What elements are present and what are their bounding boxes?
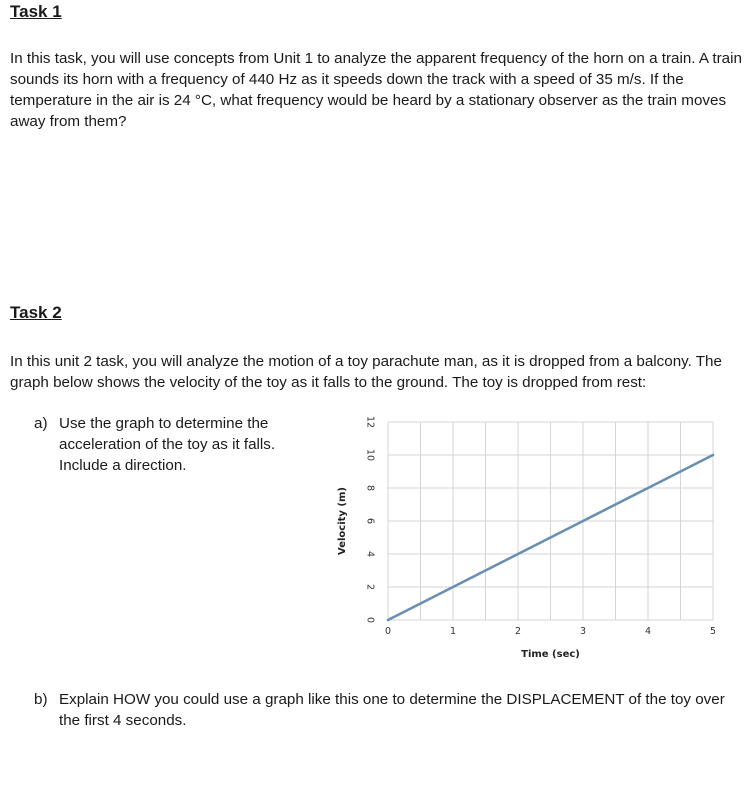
task1-description: In this task, you will use concepts from Unit 1 to analyze the apparent frequency of the horn on a train. A train sounds its horn with a frequency of 440 Hz as it speeds down the track with a speed of 35 m/s. If the temperature in the air is 24 °C, what frequency would be heard by a stationary observer as the train moves away from them? xyxy=(10,50,742,130)
y-tick-label: 10 xyxy=(364,448,376,462)
y-tick-label: 8 xyxy=(364,484,376,492)
y-tick-label: 0 xyxy=(364,616,376,624)
x-tick-label: 3 xyxy=(579,626,587,637)
y-tick-label: 4 xyxy=(364,550,376,558)
velocity-time-chart xyxy=(330,408,730,668)
x-tick-label: 1 xyxy=(449,626,457,637)
x-tick-label: 5 xyxy=(709,626,717,637)
x-tick-label: 2 xyxy=(514,626,522,637)
question-b-text: Explain HOW you could use a graph like this one to determine the DISPLACEMENT of the toy over the first 4 seconds. xyxy=(59,691,725,729)
y-tick-label: 6 xyxy=(364,517,376,525)
question-a-text: Use the graph to determine the acceleration of the toy as it falls. Include a direction. xyxy=(59,415,276,474)
task2-heading: Task 2 xyxy=(10,303,62,322)
question-a-letter: a) xyxy=(34,415,48,432)
question-b-letter: b) xyxy=(34,691,48,708)
chart-grid xyxy=(388,422,713,620)
task2-description: In this unit 2 task, you will analyze the motion of a toy parachute man, as it is dropped from a balcony. The graph below shows the velocity of the toy as it falls to the ground. The toy is dropped from rest: xyxy=(10,353,722,391)
y-tick-label: 2 xyxy=(364,583,376,591)
y-tick-label: 12 xyxy=(364,415,376,429)
x-axis-title: Time (sec) xyxy=(521,649,580,660)
x-tick-label: 4 xyxy=(644,626,652,637)
x-tick-label: 0 xyxy=(384,626,392,637)
task1-heading: Task 1 xyxy=(10,2,62,21)
y-axis-title: Velocity (m) xyxy=(337,487,348,555)
